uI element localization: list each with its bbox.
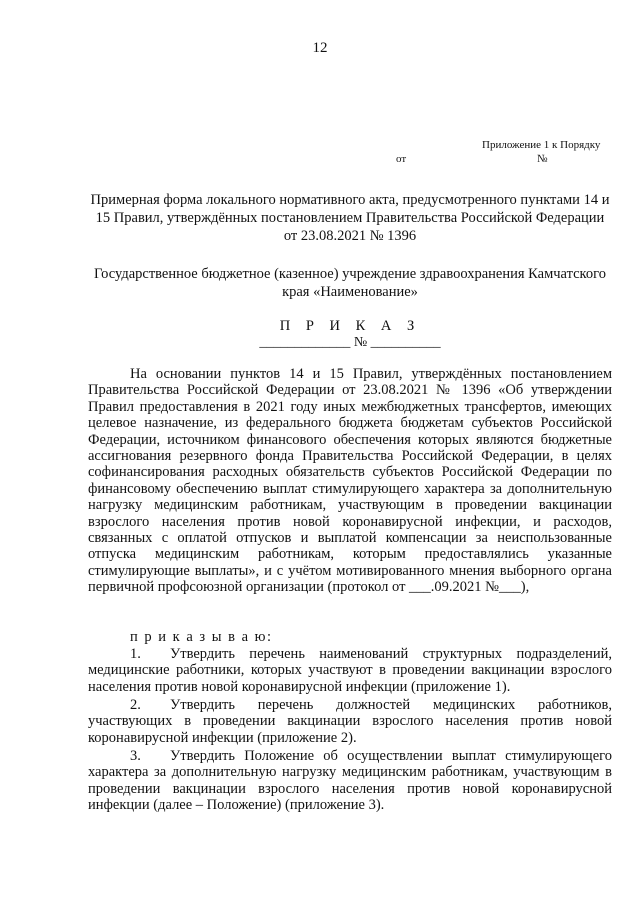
appendix-title: Приложение 1 к Порядку — [482, 139, 601, 151]
list-item — [88, 748, 612, 814]
list-item-number: 2. — [130, 697, 141, 713]
preamble-paragraph: На основании пунктов 14 и 15 Правил, утверждённых постановлением Правительства Российской Федерации от 23.08.2021 № 1396 «Об утверждении Правил предоставления в 2021 году иных межбюджетных трансфертов, имеющих целевое назначение, из федерального бюджета бюджетам субъектов Российской Федерации, источником финансового обеспечения которых являются бюджетные ассигнования резервного фонда Правительства Российской Федерации, в целях софинансирования расходных обязательств субъектов Российской Федерации по финансовому обеспечению выплат стимулирующего характера за дополнительную нагрузку медицинским работникам, участвующим в проведении вакцинации взрослого населения против новой коронавирусной инфекции, и расходов, связанных с оплатой отпусков и выплатой компенсации за неиспользованные отпуска медицинским работникам, которым предоставлялись указанные стимулирующие выплаты», и с учётом мотивированного мнения выборного органа первичной профсоюзной организации (протокол от ___.09.2021 №___), — [88, 366, 612, 596]
order-number-line: _____________ № __________ — [259, 335, 441, 350]
list-item-text: Утвердить перечень наименований структурных подразделений, медицинские работники, которых участвуют в проведении вакцинации взрослого населения против новой коронавирусной инфекции (приложение 1). — [88, 646, 612, 695]
list-item — [88, 646, 612, 695]
form-title: Примерная форма локального нормативного акта, предусмотренного пунктами 14 и 15 Правил, утверждённых постановлением Правительства Российской Федерации от 23.08.2021 № 1396 — [90, 192, 610, 244]
appendix-from-label: от — [396, 153, 407, 165]
command-word: п р и к а з ы в а ю: — [130, 629, 273, 645]
page-number: 12 — [312, 40, 328, 56]
list-item-number: 3. — [130, 748, 141, 764]
appendix-number-label: № — [537, 153, 548, 165]
list-item-text: Утвердить перечень должностей медицинских работников, участвующих в проведении вакцинации взрослого населения против новой коронавирусной инфекции (приложение 2). — [88, 697, 612, 746]
list-item-text: Утвердить Положение об осуществлении выплат стимулирующего характера за дополнительную нагрузку медицинским работникам, участвующим в проведении вакцинации взрослого населения против новой коронавирусной инфекции (далее – Положение) (приложение 3). — [88, 748, 612, 814]
institution-name: Государственное бюджетное (казенное) учреждение здравоохранения Камчатского края «Наименование» — [94, 266, 606, 300]
list-item-number: 1. — [130, 646, 141, 662]
list-item — [88, 697, 612, 746]
order-heading: П Р И К А З — [279, 318, 421, 334]
